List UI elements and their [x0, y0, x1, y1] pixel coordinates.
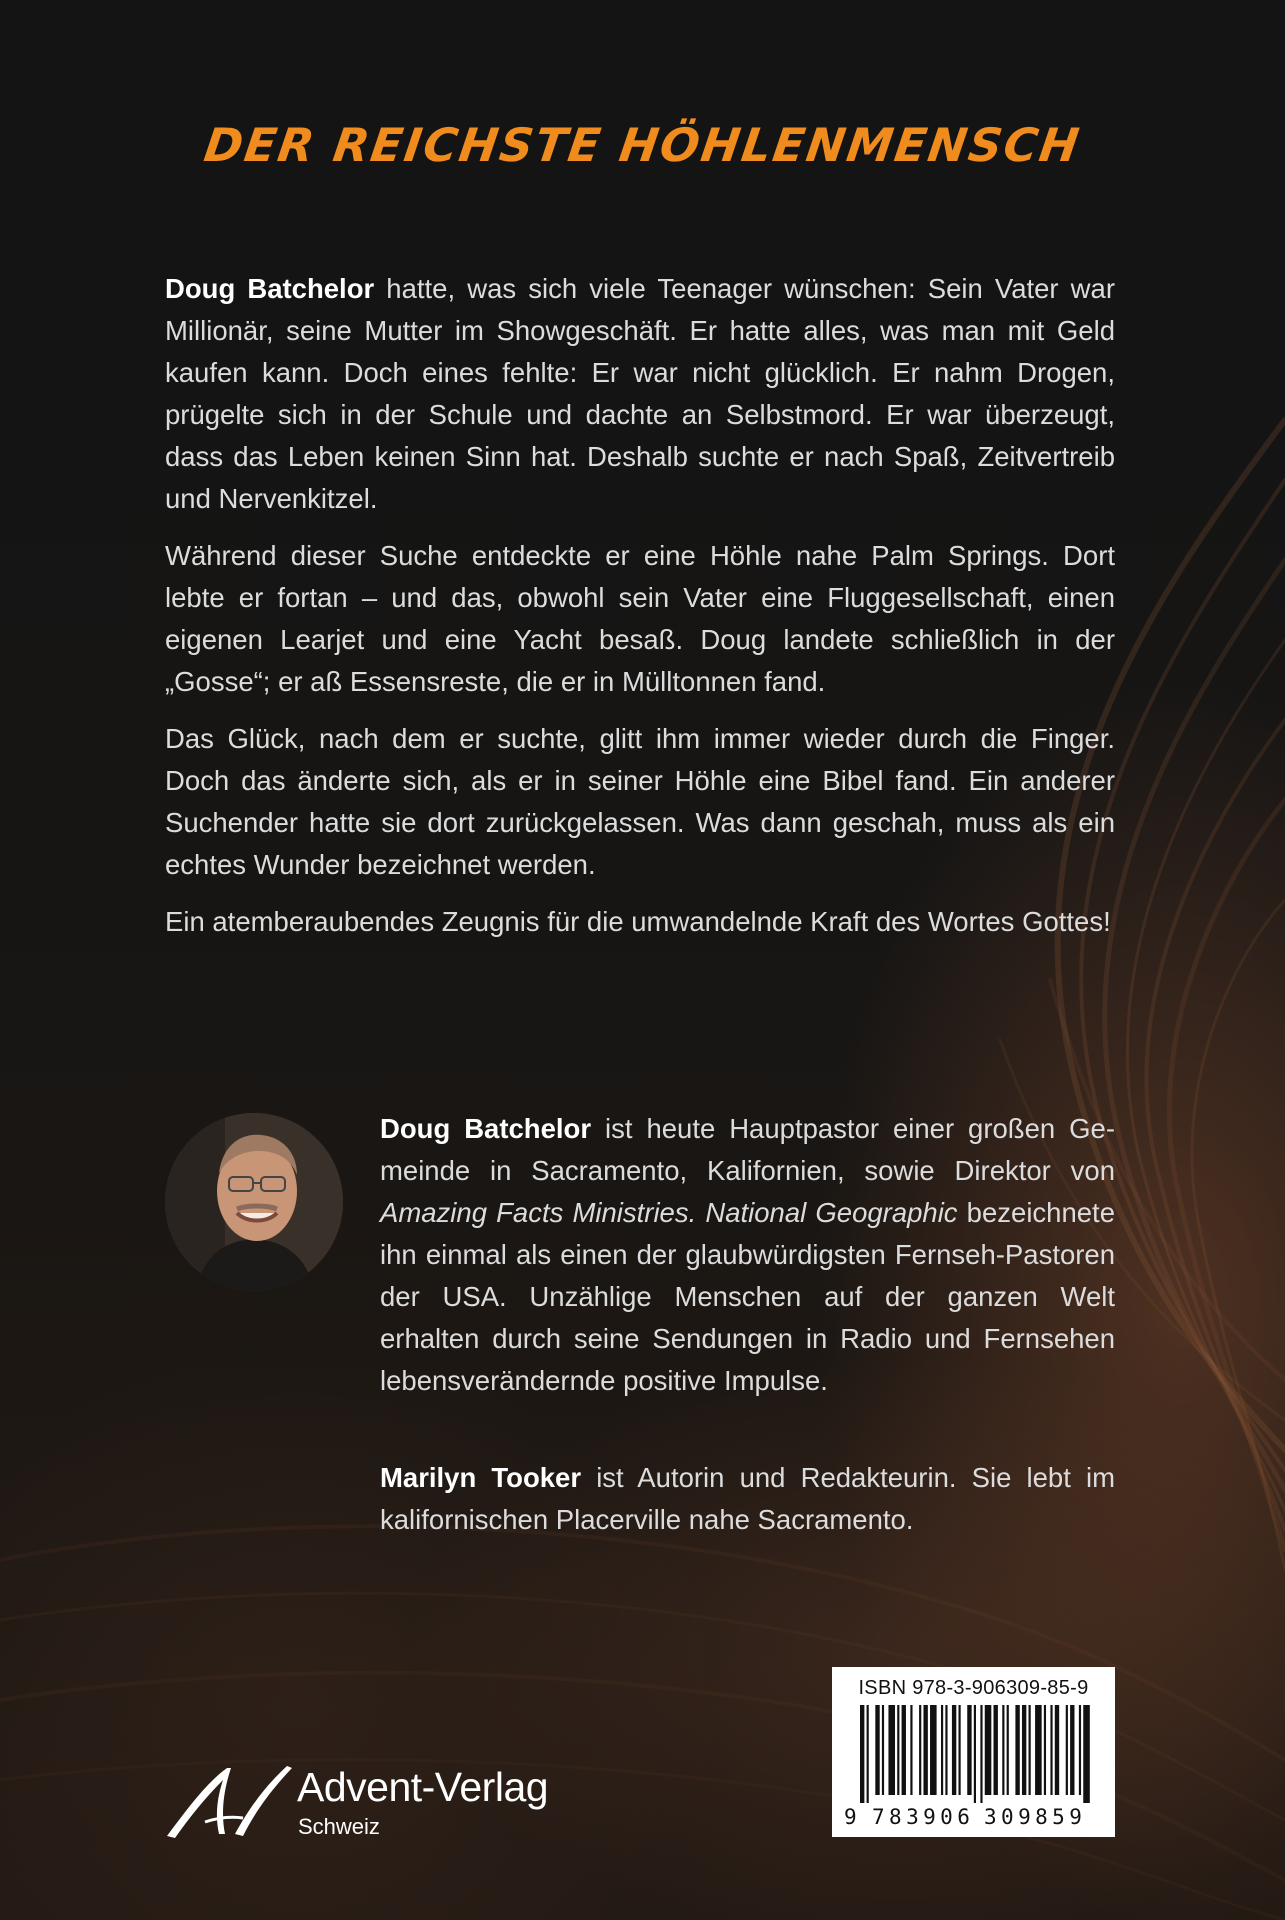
coauthor-bio	[380, 1457, 1115, 1541]
barcode-bars-icon	[860, 1705, 1092, 1803]
barcode-bar	[952, 1705, 956, 1795]
bio-text-b: bezeichnete ihn einmal als einen der glaubwürdigsten Fernseh-Pastoren der USA. Unzählige Menschen auf der ganzen Welt erhalten durch seine Sendungen in Radio und Fernsehen lebensverändernde positive Impulse.	[380, 1197, 1115, 1396]
barcode-bar	[994, 1705, 998, 1795]
barcode-bar	[910, 1705, 912, 1795]
ean-right-group: 309859	[984, 1805, 1087, 1829]
barcode-bar	[974, 1705, 976, 1803]
bio-italic-organizations: Amazing Facts Ministries. National Geographic	[380, 1197, 958, 1228]
blurb-paragraph-2: Während dieser Suche entdeckte er eine Höhle nahe Palm Springs. Dort lebte er fortan – und das, obwohl sein Vater eine Fluggesellschaft, einen eigenen Learjet und eine Yacht besaß. Doug landete schließlich in der „Gosse“; er aß Essensreste, die er in Mülltonnen fand.	[165, 540, 1115, 697]
barcode-bar	[867, 1705, 869, 1803]
isbn-barcode	[832, 1667, 1115, 1837]
barcode-bar	[923, 1705, 927, 1795]
barcode-bar	[945, 1705, 947, 1795]
barcode-bar	[1044, 1705, 1046, 1795]
barcode-bar	[1050, 1705, 1052, 1795]
barcode-bar	[1055, 1705, 1059, 1795]
coauthor-name: Marilyn Tooker	[380, 1462, 582, 1493]
blurb-paragraph-1-text: hatte, was sich viele Teenager wünschen: Sein Vater war Millionär, seine Mutter im Showgeschäft. Er hatte alles, was man mit Geld kaufen kann. Doch eines fehlte: Er war nicht glücklich. Er nahm Drogen, prügelte sich in der Schule und dachte an Selbstmord. Er war überzeugt, dass das Leben keinen Sinn hat. Deshalb suchte er nach Spaß, Zeitvertreib und Nervenkitzel.	[165, 273, 1115, 514]
author-bio	[380, 1108, 1115, 1402]
barcode-bar	[1070, 1705, 1074, 1795]
isbn-number: ISBN 978-3-906309-85-9	[858, 1677, 1089, 1699]
barcode-bar	[902, 1705, 906, 1795]
blurb-paragraph-3: Das Glück, nach dem er suchte, glitt ihm immer wieder durch die Finger. Doch das änderte sich, als er in seiner Höhle eine Bibel fand. Ein anderer Suchender hatte sie dort zurückgelassen. Was dann geschah, muss als ein echtes Wunder bezeichnet werden.	[165, 723, 1115, 880]
barcode-bar	[1079, 1705, 1081, 1795]
barcode-bar	[897, 1705, 899, 1795]
ean-first-digit: 9	[844, 1805, 857, 1829]
barcode-bar	[919, 1705, 921, 1795]
book-title: DER REICHSTE HÖHLENMENSCH	[200, 118, 1085, 172]
ean-left-group: 783906	[872, 1805, 975, 1829]
barcode-bar	[1035, 1705, 1042, 1795]
bio-text-a: ist heute Hauptpastor einer großen Gemeinde in Sacramento, Kalifornien, sowie Direktor von	[380, 1113, 1115, 1186]
barcode-bar	[1007, 1705, 1009, 1795]
barcode-bar	[875, 1705, 879, 1795]
blurb-paragraph-4: Ein atemberaubendes Zeugnis für die umwandelnde Kraft des Wortes Gottes!	[165, 906, 1111, 937]
bio-author-name: Doug Batchelor	[380, 1113, 592, 1144]
author-portrait-icon	[165, 1113, 343, 1291]
barcode-bar	[1083, 1705, 1090, 1803]
barcode-bar	[1022, 1705, 1026, 1795]
barcode-bar	[985, 1705, 992, 1795]
barcode-bar	[888, 1705, 895, 1795]
publisher-location: Schweiz	[298, 1814, 380, 1839]
publisher-name: Advent-Verlag	[297, 1764, 549, 1810]
author-name-bold: Doug Batchelor	[165, 273, 375, 304]
barcode-bar	[967, 1705, 971, 1795]
author-bio-paragraph	[380, 1108, 1115, 1402]
barcode-bar	[958, 1705, 960, 1795]
barcode-bar	[980, 1705, 982, 1803]
barcode-bar	[1015, 1705, 1019, 1795]
barcode-bar	[941, 1705, 943, 1795]
advent-verlag-logo-icon	[165, 1762, 295, 1842]
barcode-bar	[860, 1705, 864, 1803]
blurb-text	[165, 268, 1115, 958]
barcode-bar	[882, 1705, 884, 1795]
blurb-paragraph-1	[165, 268, 1115, 520]
coauthor-bio-text: ist Autorin und Redakteurin. Sie lebt im kalifornischen Placerville nahe Sacramento.	[380, 1462, 1115, 1535]
barcode-bar	[930, 1705, 937, 1795]
barcode-bar	[1029, 1705, 1031, 1795]
author-photo	[165, 1113, 343, 1291]
barcode-bar	[1066, 1705, 1068, 1795]
publisher-logo	[165, 1762, 585, 1842]
barcode-bar	[1002, 1705, 1004, 1795]
